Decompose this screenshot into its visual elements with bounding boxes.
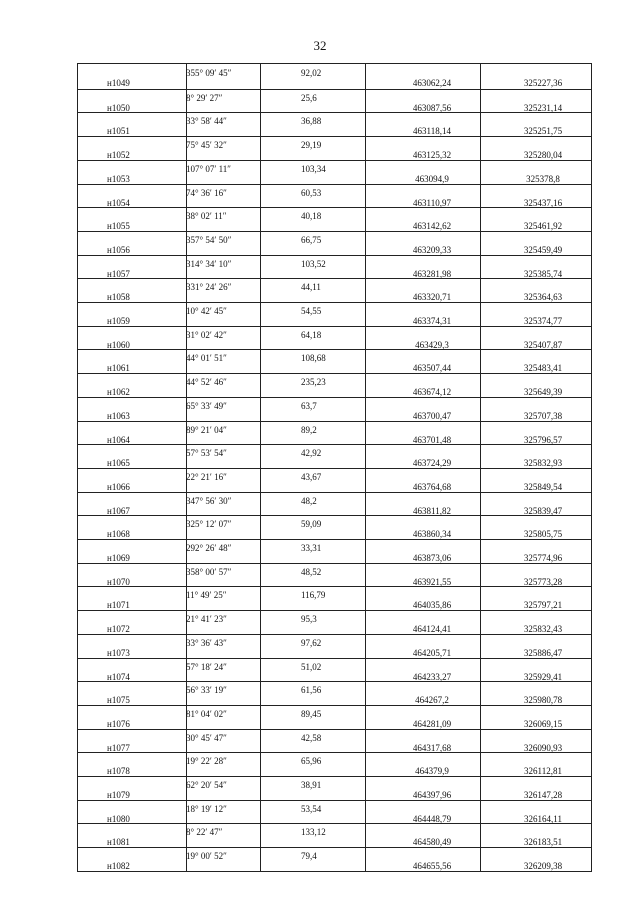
- x-coordinate: 463701,48: [412, 434, 452, 445]
- bearing-angle: 11° 49′ 25″: [186, 590, 227, 601]
- y-coordinate: 325407,87: [523, 339, 563, 350]
- table-row: [78, 729, 591, 753]
- table-row: [78, 847, 591, 871]
- x-coordinate: 464233,27: [412, 671, 452, 682]
- point-id: н1055: [107, 221, 130, 232]
- table-row: [78, 184, 591, 208]
- y-coordinate: 325461,92: [523, 221, 563, 232]
- point-id: н1053: [107, 173, 130, 184]
- y-coordinate: 325459,49: [523, 244, 563, 255]
- y-coordinate: 325364,63: [523, 292, 563, 303]
- bearing-angle: 57° 53′ 54″: [186, 448, 227, 459]
- table-row: [78, 278, 591, 302]
- bearing-angle: 358° 00′ 57″: [186, 566, 232, 577]
- segment-distance: 51,02: [301, 661, 322, 672]
- segment-distance: 29,19: [301, 140, 322, 151]
- y-coordinate: 326069,15: [523, 718, 563, 729]
- table-row: [78, 563, 591, 587]
- x-coordinate: 464580,49: [412, 837, 452, 848]
- bearing-angle: 65° 33′ 49″: [186, 400, 227, 411]
- x-coordinate: 464205,71: [412, 647, 452, 658]
- point-id: н1069: [107, 553, 130, 563]
- segment-distance: 33,31: [301, 543, 322, 553]
- bearing-angle: 8° 29′ 27″: [186, 92, 223, 103]
- segment-distance: 25,6: [301, 92, 317, 103]
- table-row: [78, 231, 591, 255]
- y-coordinate: 325649,39: [523, 387, 563, 398]
- segment-distance: 38,91: [301, 780, 322, 790]
- table-row: [78, 800, 591, 824]
- table-row: [78, 444, 591, 468]
- table-row: [78, 705, 591, 729]
- bearing-angle: 331° 24′ 26″: [186, 282, 232, 293]
- table-row: [78, 776, 591, 800]
- x-coordinate: 463281,98: [412, 268, 452, 279]
- table-row: [78, 397, 591, 421]
- segment-distance: 235,23: [301, 377, 326, 388]
- x-coordinate: 463873,06: [412, 553, 452, 563]
- y-coordinate: 325797,21: [523, 600, 563, 611]
- table-row: [78, 373, 591, 397]
- x-coordinate: 463125,32: [412, 150, 452, 161]
- y-coordinate: 325839,47: [523, 505, 563, 516]
- x-coordinate: 464267,2: [415, 695, 449, 706]
- point-id: н1073: [107, 647, 130, 658]
- point-id: н1052: [107, 150, 130, 161]
- point-id: н1060: [107, 339, 130, 350]
- y-coordinate: 325378,8: [526, 173, 560, 184]
- segment-distance: 53,54: [301, 803, 322, 814]
- bearing-angle: 18° 19′ 12″: [186, 803, 227, 814]
- segment-distance: 103,34: [301, 163, 326, 174]
- table-row: [78, 752, 591, 776]
- x-coordinate: 463507,44: [412, 363, 452, 374]
- point-id: н1077: [107, 742, 130, 753]
- point-id: н1057: [107, 268, 130, 279]
- y-coordinate: 325374,77: [523, 316, 563, 326]
- segment-distance: 42,92: [301, 448, 322, 459]
- segment-distance: 97,62: [301, 637, 322, 648]
- point-id: н1058: [107, 292, 130, 303]
- y-coordinate: 325231,14: [523, 102, 563, 113]
- segment-distance: 66,75: [301, 234, 322, 245]
- y-coordinate: 325280,04: [523, 150, 563, 161]
- segment-distance: 108,68: [301, 353, 326, 364]
- x-coordinate: 464655,56: [412, 861, 452, 872]
- y-coordinate: 326164,11: [524, 813, 562, 824]
- bearing-angle: 8° 22′ 47″: [186, 827, 223, 838]
- segment-distance: 65,96: [301, 756, 322, 767]
- bearing-angle: 347° 56′ 30″: [186, 495, 232, 506]
- point-id: н1051: [107, 126, 130, 137]
- segment-distance: 92,02: [301, 68, 322, 78]
- x-coordinate: 464397,96: [412, 790, 452, 800]
- table-row: [78, 823, 591, 847]
- segment-distance: 59,09: [301, 519, 322, 530]
- y-coordinate: 325796,57: [523, 434, 563, 445]
- page-number: 32: [313, 38, 327, 53]
- point-id: н1068: [107, 529, 130, 540]
- y-coordinate: 325385,74: [523, 268, 563, 279]
- x-coordinate: 464448,79: [412, 813, 452, 824]
- point-id: н1071: [107, 600, 130, 611]
- point-id: н1050: [107, 102, 130, 113]
- point-id: н1072: [107, 624, 130, 635]
- bearing-angle: 10° 42′ 45″: [186, 306, 227, 316]
- point-id: н1063: [107, 410, 130, 421]
- segment-distance: 95,3: [301, 614, 317, 625]
- bearing-angle: 314° 34′ 10″: [186, 258, 232, 269]
- bearing-angle: 19° 00′ 52″: [186, 851, 227, 862]
- segment-distance: 60,53: [301, 187, 322, 198]
- x-coordinate: 463118,14: [413, 126, 451, 137]
- bearing-angle: 74° 36′ 16″: [186, 187, 227, 198]
- x-coordinate: 463429,3: [415, 339, 449, 350]
- y-coordinate: 326209,38: [523, 861, 563, 872]
- y-coordinate: 326090,93: [523, 742, 563, 753]
- bearing-angle: 57° 18′ 24″: [186, 661, 227, 672]
- segment-distance: 89,2: [301, 424, 317, 435]
- point-id: н1080: [107, 813, 130, 824]
- x-coordinate: 463094,9: [415, 173, 449, 184]
- x-coordinate: 464281,09: [412, 718, 452, 729]
- point-id: н1064: [107, 434, 130, 445]
- bearing-angle: 21° 41′ 23″: [186, 614, 227, 625]
- bearing-angle: 33° 36′ 43″: [186, 637, 227, 648]
- point-id: н1074: [107, 671, 130, 682]
- point-id: н1066: [107, 481, 130, 492]
- table-row: [78, 421, 591, 445]
- segment-distance: 44,11: [301, 282, 321, 293]
- table-row: [78, 515, 591, 539]
- y-coordinate: 325929,41: [523, 671, 563, 682]
- x-coordinate: 463062,24: [412, 78, 452, 88]
- x-coordinate: 463860,34: [412, 529, 452, 540]
- segment-distance: 48,52: [301, 566, 322, 577]
- table-row: [78, 349, 591, 373]
- table-row: [78, 468, 591, 492]
- bearing-angle: 75° 45′ 32″: [186, 140, 227, 151]
- y-coordinate: 325832,93: [523, 458, 563, 469]
- segment-distance: 116,79: [301, 590, 326, 601]
- table-row: [78, 89, 591, 113]
- table-row: [78, 586, 591, 610]
- x-coordinate: 463724,29: [412, 458, 452, 469]
- table-row: [78, 634, 591, 658]
- segment-distance: 61,56: [301, 685, 322, 696]
- x-coordinate: 464035,86: [412, 600, 452, 611]
- y-coordinate: 325483,41: [523, 363, 563, 374]
- bearing-angle: 325° 12′ 07″: [186, 519, 232, 530]
- y-coordinate: 325849,54: [523, 481, 563, 492]
- segment-distance: 36,88: [301, 116, 322, 127]
- table-row: [78, 681, 591, 705]
- y-coordinate: 325774,96: [523, 553, 563, 563]
- point-id: н1061: [107, 363, 130, 374]
- point-id: н1082: [107, 861, 130, 872]
- y-coordinate: 325832,43: [523, 624, 563, 635]
- table-row: [78, 610, 591, 634]
- x-coordinate: 463320,71: [412, 292, 452, 303]
- x-coordinate: 463764,68: [412, 481, 452, 492]
- segment-distance: 89,45: [301, 708, 322, 719]
- point-id: н1049: [107, 78, 130, 88]
- x-coordinate: 464124,41: [412, 624, 452, 635]
- y-coordinate: 325707,38: [523, 410, 563, 421]
- bearing-angle: 292° 26′ 48″: [186, 543, 232, 553]
- x-coordinate: 463674,12: [412, 387, 452, 398]
- table-row: [78, 492, 591, 516]
- segment-distance: 103,52: [301, 258, 326, 269]
- point-id: н1070: [107, 576, 130, 587]
- table-row: [78, 136, 591, 160]
- bearing-angle: 30° 45′ 47″: [186, 732, 227, 743]
- y-coordinate: 325980,78: [523, 695, 563, 706]
- x-coordinate: 463700,47: [412, 410, 452, 421]
- point-id: н1067: [107, 505, 130, 516]
- y-coordinate: 326183,51: [523, 837, 563, 848]
- point-id: н1062: [107, 387, 130, 398]
- bearing-angle: 89° 21′ 04″: [186, 424, 227, 435]
- x-coordinate: 463209,33: [412, 244, 452, 255]
- table-row: [78, 539, 591, 563]
- x-coordinate: 463811,82: [413, 505, 451, 516]
- point-id: н1065: [107, 458, 130, 469]
- bearing-angle: 357° 54′ 50″: [186, 234, 232, 245]
- table-row: [78, 160, 591, 184]
- table-row: [78, 255, 591, 279]
- bearing-angle: 62° 20′ 54″: [186, 780, 227, 790]
- table-row: [78, 302, 591, 326]
- x-coordinate: 463110,97: [413, 197, 451, 208]
- point-id: н1075: [107, 695, 130, 706]
- coordinates-table: [77, 63, 592, 872]
- bearing-angle: 33° 58′ 44″: [186, 116, 227, 127]
- bearing-angle: 107° 07′ 11″: [186, 163, 231, 174]
- y-coordinate: 325227,36: [523, 78, 563, 88]
- bearing-angle: 44° 01′ 51″: [186, 353, 227, 364]
- segment-distance: 42,58: [301, 732, 322, 743]
- x-coordinate: 463087,56: [412, 102, 452, 113]
- segment-distance: 54,55: [301, 306, 322, 316]
- table-row: [78, 658, 591, 682]
- point-id: н1076: [107, 718, 130, 729]
- point-id: н1078: [107, 766, 130, 777]
- x-coordinate: 463921,55: [412, 576, 452, 587]
- bearing-angle: 38° 02′ 11″: [186, 211, 227, 222]
- bearing-angle: 56° 33′ 19″: [186, 685, 227, 696]
- segment-distance: 133,12: [301, 827, 326, 838]
- bearing-angle: 355° 09′ 45″: [186, 68, 232, 78]
- y-coordinate: 325805,75: [523, 529, 563, 540]
- point-id: н1054: [107, 197, 130, 208]
- bearing-angle: 81° 04′ 02″: [186, 708, 227, 719]
- point-id: н1059: [107, 316, 130, 326]
- segment-distance: 63,7: [301, 400, 317, 411]
- segment-distance: 79,4: [301, 851, 317, 862]
- bearing-angle: 31° 02′ 42″: [186, 329, 227, 340]
- bearing-angle: 44° 52′ 46″: [186, 377, 227, 388]
- y-coordinate: 325886,47: [523, 647, 563, 658]
- table-row: [78, 326, 591, 350]
- segment-distance: 43,67: [301, 471, 322, 482]
- segment-distance: 40,18: [301, 211, 322, 222]
- x-coordinate: 463142,62: [412, 221, 452, 232]
- table-row: [78, 65, 591, 88]
- segment-distance: 64,18: [301, 329, 322, 340]
- y-coordinate: 325251,75: [523, 126, 563, 137]
- bearing-angle: 19° 22′ 28″: [186, 756, 227, 767]
- point-id: н1056: [107, 244, 130, 255]
- table-row: [78, 112, 591, 136]
- x-coordinate: 464379,9: [415, 766, 449, 777]
- y-coordinate: 326112,81: [524, 766, 562, 777]
- y-coordinate: 325773,28: [523, 576, 563, 587]
- y-coordinate: 325437,16: [523, 197, 563, 208]
- bearing-angle: 22° 21′ 16″: [186, 471, 227, 482]
- point-id: н1081: [107, 837, 130, 848]
- table-row: [78, 207, 591, 231]
- x-coordinate: 463374,31: [412, 316, 452, 326]
- y-coordinate: 326147,28: [523, 790, 563, 800]
- x-coordinate: 464317,68: [412, 742, 452, 753]
- point-id: н1079: [107, 790, 130, 800]
- segment-distance: 48,2: [301, 495, 317, 506]
